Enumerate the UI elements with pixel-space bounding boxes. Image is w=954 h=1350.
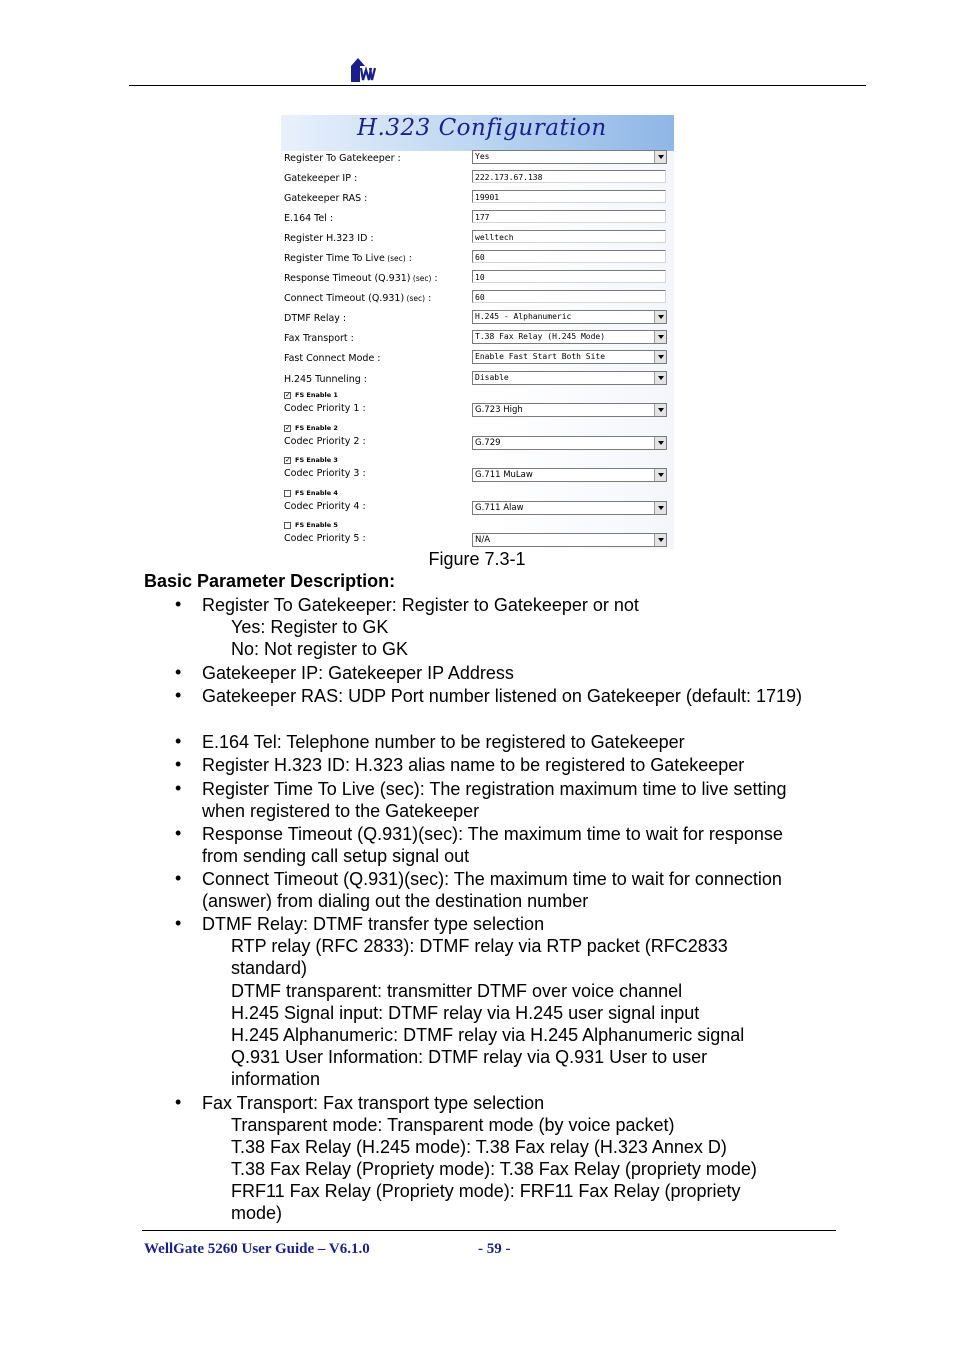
codec-priority-label: Codec Priority 1 : [284, 403, 366, 414]
field-select[interactable] [472, 371, 667, 385]
field-label: H.245 Tunneling : [284, 374, 367, 385]
checkbox-checked[interactable]: ✓ [285, 424, 291, 432]
field-select[interactable] [472, 330, 667, 344]
field-label: Fax Transport : [284, 333, 354, 344]
figure-caption: Figure 7.3-1 [428, 549, 526, 569]
list-subitem: Transparent mode: Transparent mode (by voice packet) [231, 1115, 675, 1135]
list-item: Fax Transport: Fax transport type selection [202, 1093, 545, 1113]
config-title: H.323 Configuration [357, 115, 607, 141]
field-unit: (sec) [384, 254, 406, 263]
field-select[interactable] [472, 150, 667, 164]
list-item: Connect Timeout (Q.931)(sec): The maximum time to wait for connection (answer) from dialing out the destination number [202, 869, 782, 911]
dropdown-arrow-icon[interactable] [654, 534, 666, 546]
checkbox-checked[interactable]: ✓ [285, 457, 291, 464]
page-number: - 59 - [478, 1241, 511, 1257]
dropdown-arrow-icon[interactable] [654, 331, 666, 343]
dropdown-arrow-icon[interactable] [654, 351, 666, 363]
field-label: Register H.323 ID : [284, 233, 374, 244]
field-label: E.164 Tel : [284, 213, 334, 224]
list-subitem: RTP relay (RFC 2833): DTMF relay via RTP packet (RFC2833 standard) [231, 936, 728, 978]
field-select[interactable] [472, 350, 667, 364]
company-logo [349, 56, 379, 82]
list-subitem: DTMF transparent: transmitter DTMF over voice channel [231, 981, 683, 1001]
field-unit: (sec) [404, 294, 426, 303]
list-subitem: H.245 Signal input: DTMF relay via H.245 user signal input [231, 1003, 700, 1023]
list-item: Response Timeout (Q.931)(sec): The maximum time to wait for response from sending call setup signal out [202, 824, 783, 866]
list-subitem: FRF11 Fax Relay (Propriety mode): FRF11 Fax Relay (propriety mode) [231, 1181, 741, 1223]
list-subitem: Yes: Register to GK [231, 617, 389, 637]
codec-select[interactable] [472, 468, 667, 482]
footer-title: WellGate 5260 User Guide – V6.1.0 [144, 1241, 370, 1257]
checkbox-checked[interactable]: ✓ [285, 392, 291, 399]
bullet-icon: • [175, 1092, 182, 1112]
codec-select[interactable] [472, 533, 667, 547]
select-value: G.711 MuLaw [475, 470, 533, 480]
select-value: T.38 Fax Relay (H.245 Mode) [475, 332, 606, 341]
select-value: G.723 High [475, 405, 523, 415]
select-value: G.729 [475, 437, 501, 448]
select-value: Yes [475, 152, 490, 161]
field-input[interactable]: 60 [472, 250, 666, 263]
select-value: N/A [475, 535, 491, 545]
list-subitem: T.38 Fax Relay (Propriety mode): T.38 Fax Relay (propriety mode) [231, 1159, 757, 1179]
h323-config-screenshot [281, 115, 674, 549]
list-item: E.164 Tel: Telephone number to be registered to Gatekeeper [202, 732, 685, 752]
field-select[interactable] [472, 310, 667, 324]
fs-enable-label: FS Enable 4 [295, 488, 338, 497]
field-unit: (sec) [410, 274, 432, 283]
bullet-icon: • [175, 731, 182, 751]
dropdown-arrow-icon[interactable] [654, 469, 666, 481]
dropdown-arrow-icon[interactable] [654, 372, 666, 384]
bullet-icon: • [175, 662, 182, 682]
field-label: Register Time To Live (sec) : [284, 253, 412, 264]
field-label: Fast Connect Mode : [284, 353, 381, 364]
list-subitem: Q.931 User Information: DTMF relay via Q.931 User to user information [231, 1047, 708, 1089]
dropdown-arrow-icon[interactable] [654, 151, 666, 163]
codec-select[interactable] [472, 501, 667, 515]
list-item: Gatekeeper RAS: UDP Port number listened on Gatekeeper (default: 1719) [202, 686, 803, 706]
list-item: Register H.323 ID: H.323 alias name to be registered to Gatekeeper [202, 755, 745, 775]
fs-enable-label: FS Enable 1 [295, 391, 338, 399]
select-value: Enable Fast Start Both Site [475, 352, 606, 361]
codec-priority-label: Codec Priority 5 : [284, 533, 366, 544]
select-value: Disable [475, 373, 509, 382]
checkbox-unchecked[interactable] [284, 522, 291, 529]
field-input[interactable]: 177 [472, 210, 666, 223]
checkbox-unchecked[interactable] [284, 490, 291, 497]
header-rule [129, 85, 866, 86]
list-item: Register Time To Live (sec): The registration maximum time to live setting when registered to the Gatekeeper [202, 779, 787, 821]
codec-priority-label: Codec Priority 2 : [284, 435, 366, 447]
codec-priority-label: Codec Priority 4 : [284, 500, 366, 512]
list-item: Gatekeeper IP: Gatekeeper IP Address [202, 663, 514, 683]
dropdown-arrow-icon[interactable] [654, 311, 666, 323]
codec-priority-label: Codec Priority 3 : [284, 468, 366, 479]
codec-select[interactable] [472, 436, 667, 450]
field-input[interactable]: 222.173.67.138 [472, 170, 666, 183]
bullet-icon: • [175, 685, 182, 705]
list-item: DTMF Relay: DTMF transfer type selection [202, 914, 545, 934]
bullet-icon: • [175, 594, 182, 614]
bullet-icon: • [175, 868, 182, 888]
field-label: Gatekeeper IP : [284, 173, 358, 184]
dropdown-arrow-icon[interactable] [654, 404, 666, 416]
footer-rule [142, 1230, 836, 1231]
field-input[interactable]: 10 [472, 270, 666, 283]
list-subitem: No: Not register to GK [231, 639, 409, 659]
codec-select[interactable] [472, 403, 667, 417]
list-item: Register To Gatekeeper: Register to Gatekeeper or not [202, 595, 639, 615]
select-value: H.245 - Alphanumeric [475, 312, 572, 321]
dropdown-arrow-icon[interactable] [654, 502, 666, 514]
bullet-icon: • [175, 754, 182, 774]
select-value: G.711 Alaw [475, 502, 524, 513]
fs-enable-label: FS Enable 2 [295, 423, 338, 432]
section-heading: Basic Parameter Description: [144, 571, 396, 591]
field-label: DTMF Relay : [284, 313, 347, 324]
field-label: Gatekeeper RAS : [284, 193, 368, 204]
field-input[interactable]: 60 [472, 290, 666, 303]
bullet-icon: • [175, 913, 182, 933]
field-label: Connect Timeout (Q.931) (sec) : [284, 293, 432, 304]
list-subitem: H.245 Alphanumeric: DTMF relay via H.245 Alphanumeric signal [231, 1025, 745, 1045]
bullet-icon: • [175, 823, 182, 843]
field-label: Response Timeout (Q.931) (sec) : [284, 273, 438, 284]
bullet-icon: • [175, 778, 182, 798]
list-subitem: T.38 Fax Relay (H.245 mode): T.38 Fax relay (H.323 Annex D) [231, 1137, 727, 1157]
dropdown-arrow-icon[interactable] [654, 437, 666, 449]
field-input[interactable]: welltech [472, 230, 666, 243]
fs-enable-label: FS Enable 3 [295, 456, 338, 464]
field-label: Register To Gatekeeper : [284, 153, 401, 164]
fs-enable-label: FS Enable 5 [295, 521, 338, 529]
field-input[interactable]: 19901 [472, 190, 666, 203]
